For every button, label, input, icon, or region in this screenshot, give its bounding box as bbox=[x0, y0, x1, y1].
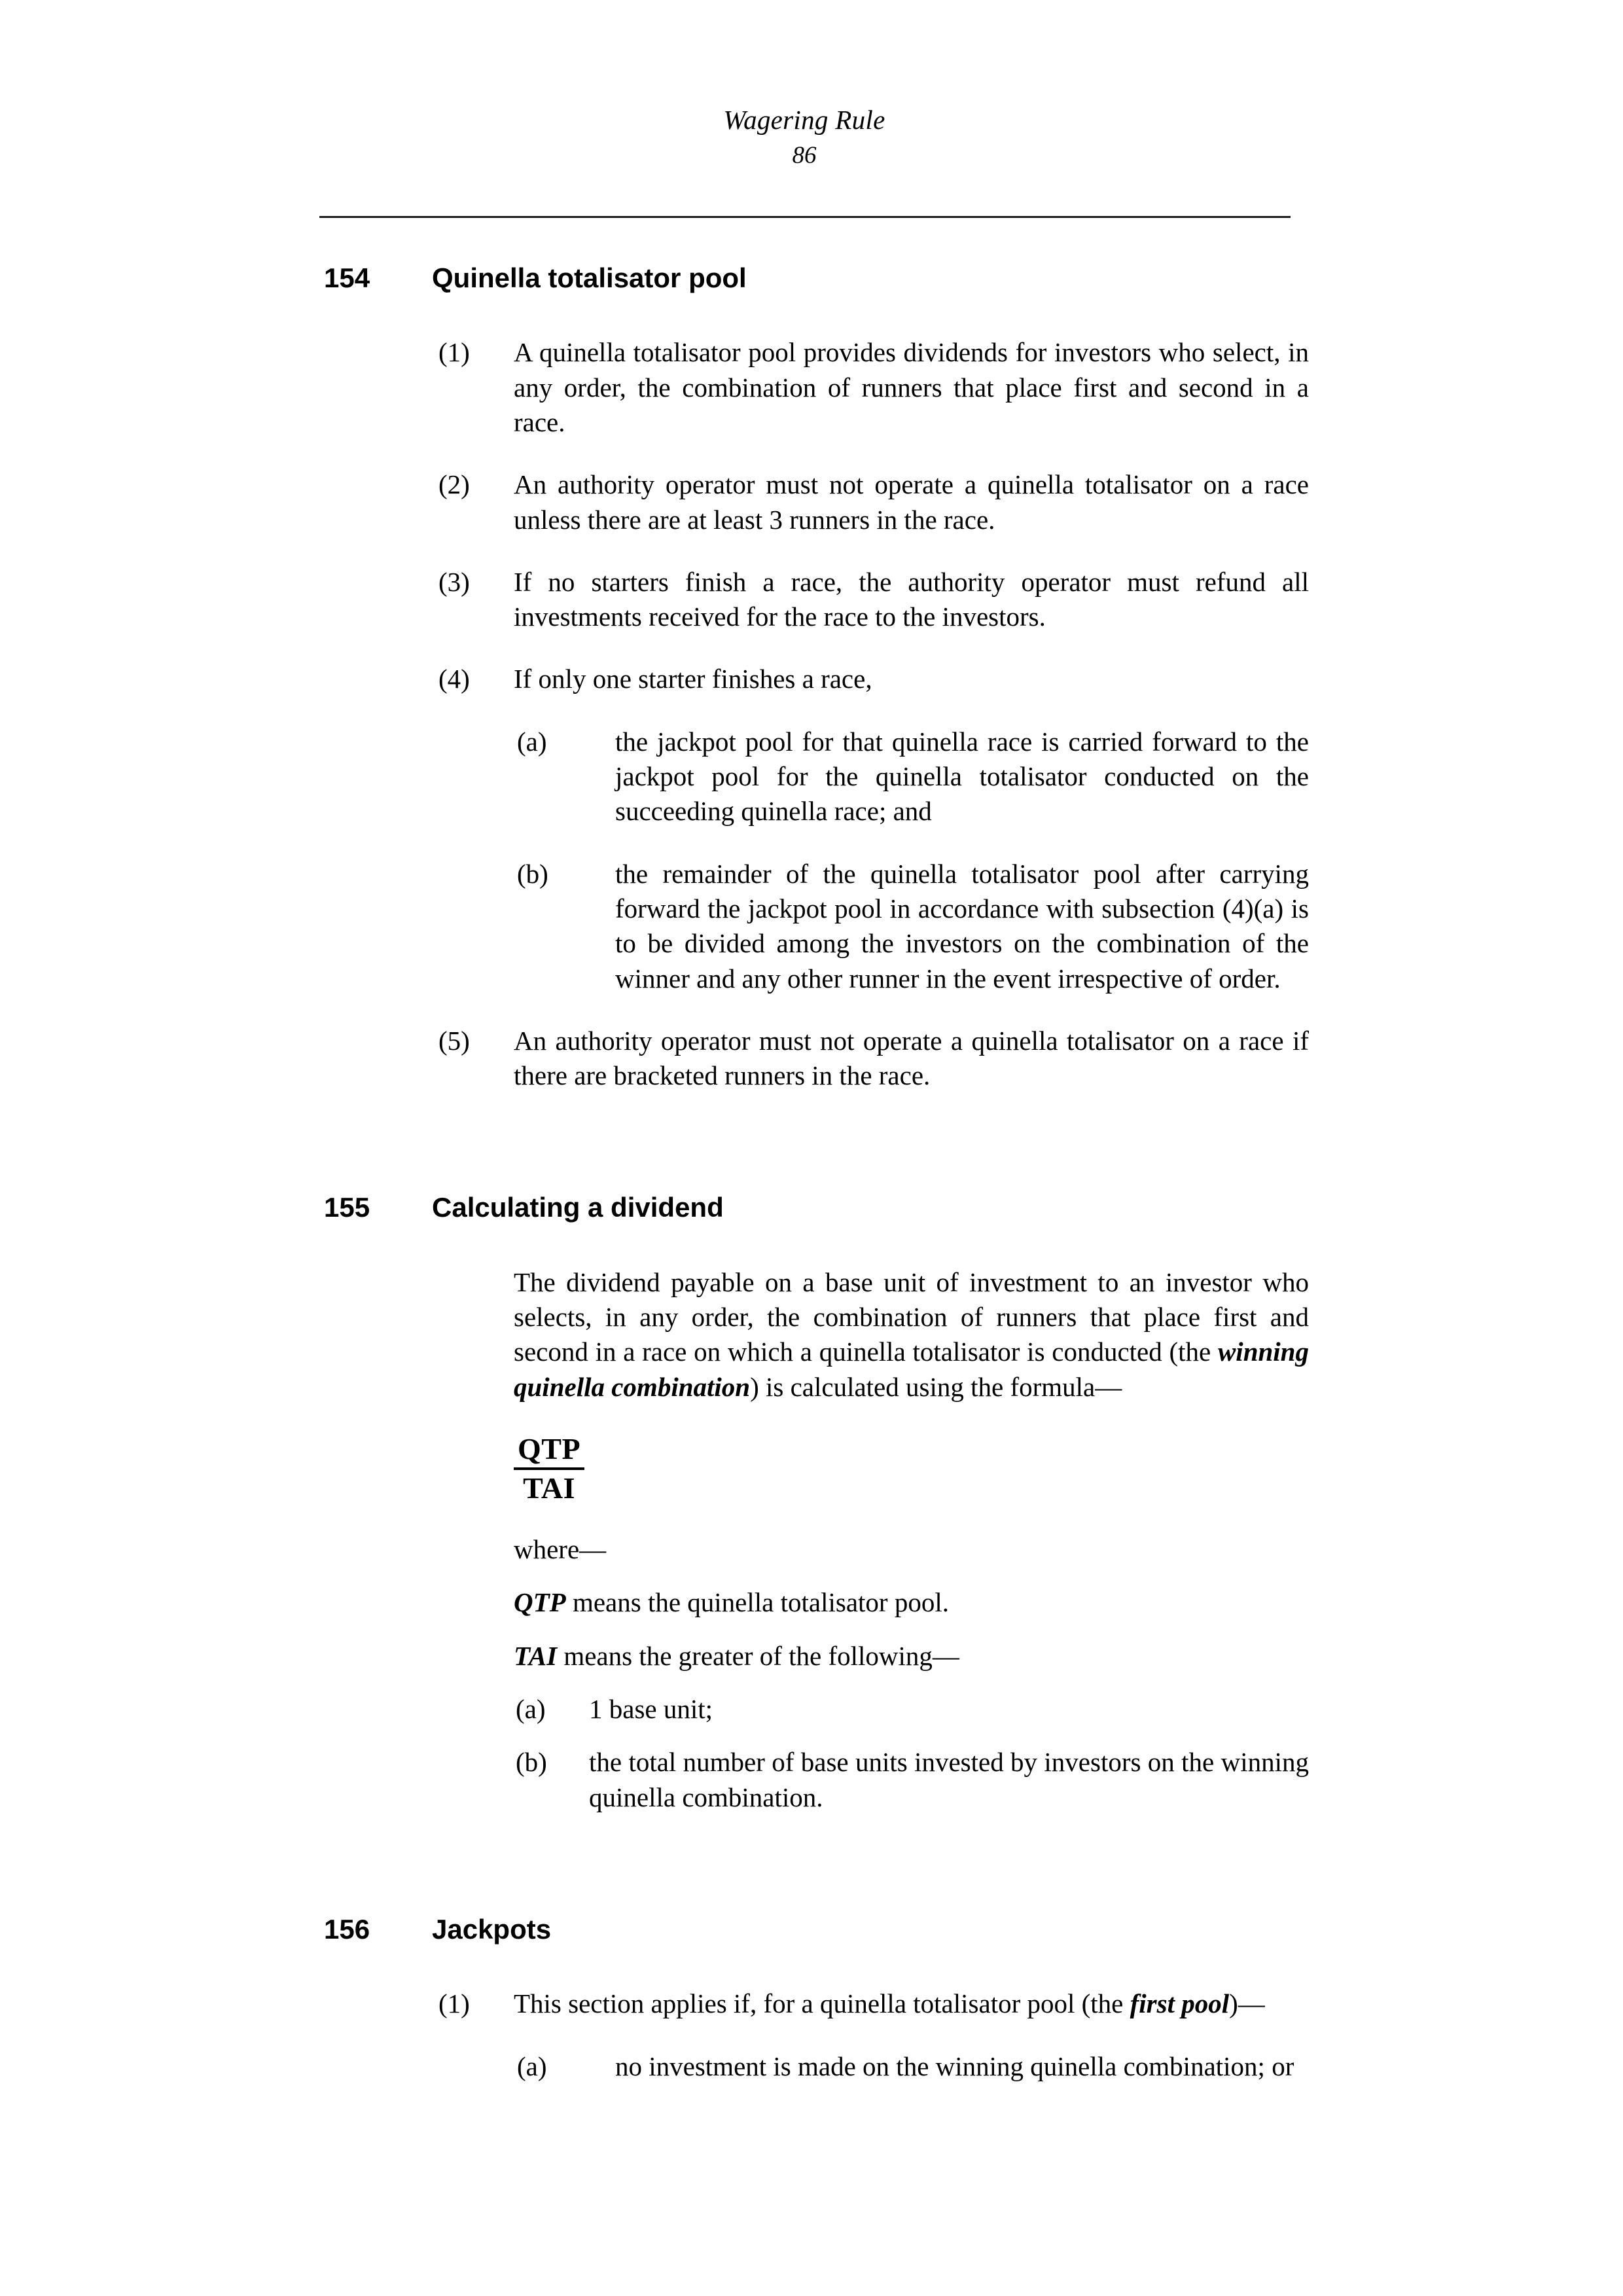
fraction bbox=[514, 1432, 584, 1505]
subsection-text bbox=[514, 1986, 1309, 2021]
subsection-marker: (1) bbox=[438, 337, 470, 368]
subsection-text: A quinella totalisator pool provides dividends for investors who select, in any order, the combination of runners that place first and second in a race. bbox=[514, 337, 1309, 437]
subsection-marker: (5) bbox=[438, 1025, 470, 1056]
subsection-text: If only one starter finishes a race, bbox=[514, 664, 872, 694]
subsection-154-5 bbox=[438, 1024, 1309, 1094]
paragraph-text: no investment is made on the winning quinella combination; or bbox=[615, 2051, 1294, 2081]
definition-term-qtp: QTP bbox=[514, 1587, 566, 1618]
fraction-denominator: TAI bbox=[523, 1471, 575, 1505]
definition-term-tai: TAI bbox=[514, 1640, 558, 1671]
section-156-title: Jackpots bbox=[432, 1913, 552, 1945]
paragraph-marker: (a) bbox=[516, 1693, 546, 1724]
section-156-number: 156 bbox=[324, 1913, 370, 1945]
tai-item-a bbox=[516, 1692, 1309, 1727]
lead-paragraph-part1: The dividend payable on a base unit of investment to an investor who selects, in any order, the combination of runners that place first and second in a race on which a quinella totalisator is conducted (the bbox=[514, 1266, 1309, 1367]
defined-term-first-pool: first pool bbox=[1130, 1988, 1230, 2019]
lead-paragraph-part2: ) is calculated using the formula— bbox=[750, 1371, 1122, 1402]
paragraph-text: the total number of base units invested by investors on the winning quinella combination. bbox=[589, 1747, 1309, 1812]
section-155-lead-paragraph bbox=[514, 1265, 1309, 1405]
section-156-heading bbox=[324, 1913, 1623, 1946]
subsection-154-1 bbox=[438, 335, 1309, 440]
header-page-number: 86 bbox=[792, 142, 817, 170]
section-155-number: 155 bbox=[324, 1192, 370, 1223]
defined-term-winning-quinella-combination: winning quinella combination bbox=[514, 1336, 1309, 1402]
section-155-title: Calculating a dividend bbox=[432, 1192, 724, 1223]
subsection-marker: (3) bbox=[438, 566, 470, 597]
paragraph-marker: (a) bbox=[517, 2051, 547, 2081]
paragraph-156-1-a bbox=[517, 2049, 1309, 2084]
subsection-156-1 bbox=[438, 1986, 1309, 2021]
subsection-154-4 bbox=[438, 662, 1309, 696]
subsection-text-part2: )— bbox=[1229, 1988, 1265, 2019]
header-title: Wagering Rule bbox=[723, 105, 885, 135]
section-155 bbox=[0, 1191, 1623, 1814]
subsection-text: An authority operator must not operate a quinella totalisator on a race unless there are at least 3 runners in the race. bbox=[514, 469, 1309, 535]
section-154-number: 154 bbox=[324, 262, 370, 293]
paragraph-154-4-b bbox=[517, 857, 1309, 996]
subsection-154-2 bbox=[438, 467, 1309, 537]
paragraph-154-4-a bbox=[517, 725, 1309, 829]
definition-tai bbox=[514, 1639, 1309, 1674]
paragraph-text: the jackpot pool for that quinella race is carried forward to the jackpot pool for the quinella totalisator conducted on the succeeding quinella race; and bbox=[615, 726, 1309, 827]
where-label: where— bbox=[514, 1534, 607, 1565]
dividend-formula bbox=[514, 1432, 584, 1505]
section-154 bbox=[0, 262, 1623, 1093]
section-156 bbox=[0, 1913, 1623, 2084]
paragraph-marker: (b) bbox=[517, 858, 548, 889]
subsection-marker: (4) bbox=[438, 664, 470, 694]
header-divider-rule bbox=[319, 216, 1291, 218]
page-header bbox=[319, 105, 1289, 171]
subsection-marker: (1) bbox=[438, 1988, 470, 2019]
document-body bbox=[0, 262, 1623, 2084]
paragraph-marker: (b) bbox=[516, 1747, 547, 1778]
section-154-title: Quinella totalisator pool bbox=[432, 262, 747, 293]
subsection-text-part1: This section applies if, for a quinella totalisator pool (the bbox=[514, 1988, 1130, 2019]
definition-qtp bbox=[514, 1585, 1309, 1620]
subsection-text: If no starters finish a race, the authority operator must refund all investments received for the race to the investors. bbox=[514, 566, 1309, 632]
paragraph-marker: (a) bbox=[517, 726, 547, 757]
section-154-heading bbox=[324, 262, 1623, 295]
subsection-marker: (2) bbox=[438, 469, 470, 500]
fraction-numerator: QTP bbox=[514, 1432, 584, 1470]
tai-item-b bbox=[516, 1745, 1309, 1815]
subsection-text: An authority operator must not operate a quinella totalisator on a race if there are bracketed runners in the race. bbox=[514, 1025, 1309, 1091]
paragraph-text: the remainder of the quinella totalisator pool after carrying forward the jackpot pool in accordance with subsection (4)(a) is to be divided among the investors on the combination of the winner and any other runner in the event irrespective of order. bbox=[615, 858, 1309, 994]
definition-text-qtp: means the quinella totalisator pool. bbox=[565, 1587, 949, 1618]
section-155-heading bbox=[324, 1191, 1623, 1224]
paragraph-text: 1 base unit; bbox=[589, 1693, 713, 1724]
definition-text-tai: means the greater of the following— bbox=[557, 1640, 959, 1671]
subsection-154-3 bbox=[438, 565, 1309, 635]
